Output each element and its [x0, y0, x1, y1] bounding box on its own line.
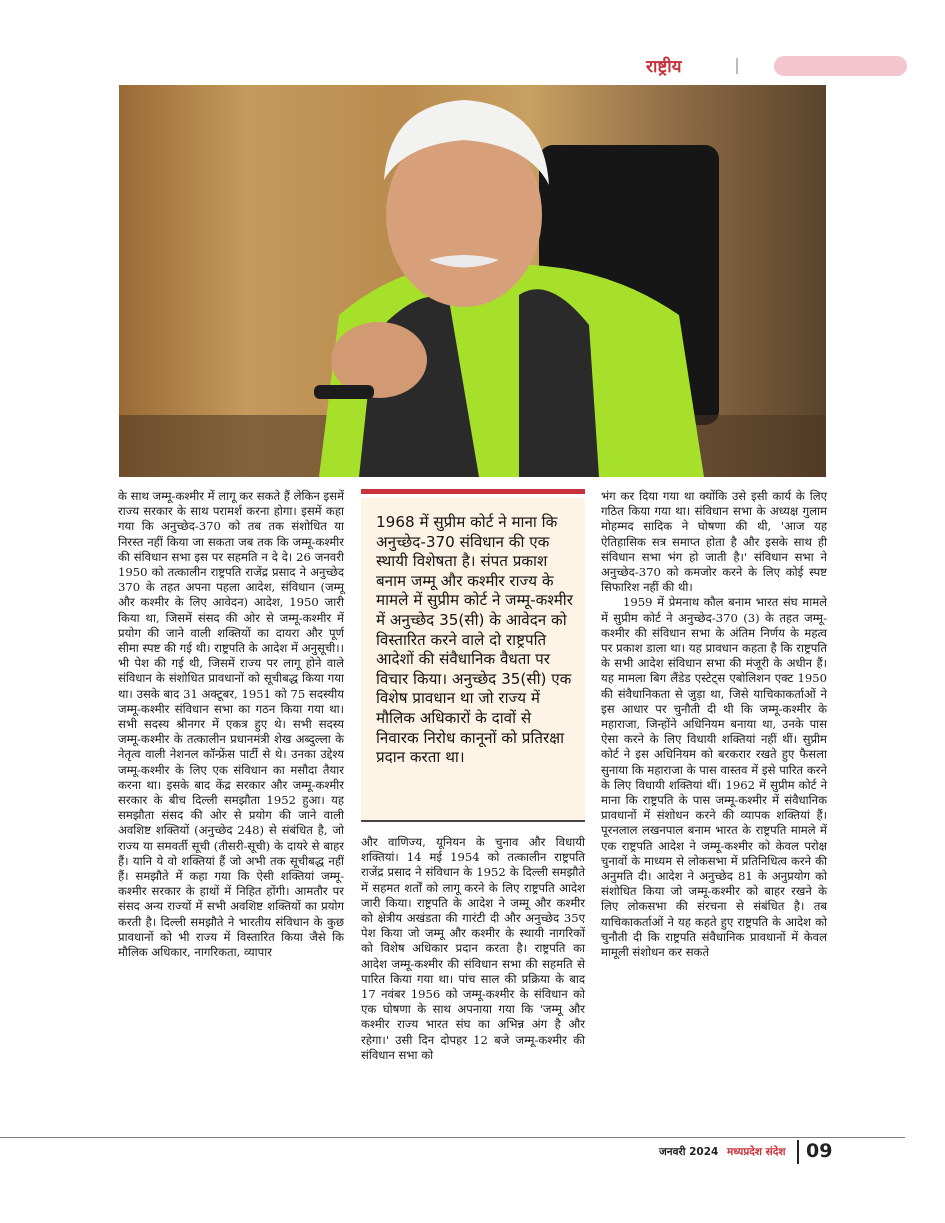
- pull-quote-top-bar: [361, 489, 585, 494]
- article-column-1: [118, 489, 344, 960]
- pull-quote-text: 1968 में सुप्रीम कोर्ट ने माना कि अनुच्छेद-370 संविधान की एक स्थायी विशेषता है। संपत प्रकाश बनाम जम्मू और कश्मीर राज्य के मामले में सुप्रीम कोर्ट ने जम्मू-कश्मीर में अनुच्छेद 35(सी) के आवेदन को विस्तारित करने वाले दो राष्ट्रपति आदेशों की संवैधानिक वैधता पर विचार किया। अनुच्छेद 35(सी) एक विशेष प्रावधान था जो राज्य में मौलिक अधिकारों के दावों से निवारक निरोध कानूनों को प्रतिरक्षा प्रदान करता था।: [376, 513, 573, 767]
- footer-separator: [797, 1140, 799, 1164]
- paragraph: भंग कर दिया गया था क्योंकि उसे इसी कार्य के लिए गठित किया गया था। संविधान सभा के अध्यक्ष गुलाम मोहम्मद सादिक ने घोषणा की थी, 'आज यह ऐतिहासिक सत्र समाप्त होता है और इसके साथ ही संविधान सभा भंग हो जाती है।' संविधान सभा ने अनुच्छेद-370 को कमजोर करने के लिए कोई स्पष्ट सिफारिश नहीं की थी।: [601, 489, 827, 595]
- article-photo: [119, 85, 826, 477]
- footer-rule: [0, 1137, 905, 1138]
- header-pill-decoration: [774, 56, 907, 76]
- footer-brand-logo: मध्यप्रदेश संदेश: [727, 1146, 786, 1158]
- footer-date: जनवरी 2024: [659, 1146, 719, 1158]
- article-column-3: [601, 489, 827, 960]
- section-title: राष्ट्रीय: [646, 57, 682, 77]
- page-number: 09: [806, 1140, 833, 1162]
- header-divider: [736, 58, 738, 74]
- paragraph: और वाणिज्य, यूनियन के चुनाव और विधायी शक्तियां। 14 मई 1954 को तत्कालीन राष्ट्रपति राजेंद्र प्रसाद ने संविधान के 1952 के दिल्ली समझौते में सहमत शर्तों को लागू करने के लिए राष्ट्रपति आदेश जारी किया। राष्ट्रपति के आदेश ने जम्मू और कश्मीर को क्षेत्रीय अखंडता की गारंटी दी और अनुच्छेद 35ए पेश किया जो जम्मू और कश्मीर के स्थायी नागरिकों को विशेष अधिकार प्रदान करता है। राष्ट्रपति का आदेश जम्मू-कश्मीर की संविधान सभा की सहमति से पारित किया गया था। पांच साल की प्रक्रिया के बाद 17 नवंबर 1956 को जम्मू-कश्मीर के संविधान को एक घोषणा के साथ अपनाया गया कि 'जम्मू और कश्मीर राज्य भारत संघ का अभिन्न अंग है और रहेगा।' उसी दिन दोपहर 12 बजे जम्मू-कश्मीर की संविधान सभा को: [361, 835, 585, 1062]
- article-column-2: [361, 835, 585, 1063]
- paragraph: 1959 में प्रेमनाथ कौल बनाम भारत संघ मामले में सुप्रीम कोर्ट ने अनुच्छेद-370 (3) के तहत जम्मू-कश्मीर की संविधान सभा के अंतिम निर्णय के महत्व पर प्रकाश डाला था। यह प्रावधान कहता है कि राष्ट्रपति के सभी आदेश संविधान सभा की मंजूरी के अधीन हैं। यह मामला बिग लैंडेड एस्टेट्स एबोलिशन एक्ट 1950 की संवैधानिकता से जुड़ा था, जिसे याचिकाकर्ताओं ने इस आधार पर चुनौती दी थी कि जम्मू-कश्मीर के महाराजा, जिन्होंने अधिनियम बनाया था, उनके पास ऐसा करने के लिए विधायी शक्तियां नहीं थीं। सुप्रीम कोर्ट ने इस अधिनियम को बरकरार रखते हुए फैसला सुनाया कि महाराजा के पास वास्तव में इसे पारित करने के लिए विधायी शक्तियां थीं। 1962 में सुप्रीम कोर्ट ने माना कि राष्ट्रपति के पास जम्मू-कश्मीर में संवैधानिक प्रावधानों में संशोधन करने की व्यापक शक्तियां हैं। पूरनलाल लखनपाल बनाम भारत के राष्ट्रपति मामले में एक राष्ट्रपति आदेश ने जम्मू-कश्मीर को केवल परोक्ष चुनावों के माध्यम से लोकसभा में प्रतिनिधित्व करने की अनुमति दी। आदेश ने अनुच्छेद 81 के अनुप्रयोग को संशोधित किया जो जम्मू-कश्मीर को बाहर रखने के लिए लोकसभा की संरचना से संबंधित है। तब याचिकाकर्ताओं ने यह कहते हुए राष्ट्रपति के आदेश को चुनौती दी कि राष्ट्रपति संवैधानिक प्रावधानों में केवल मामूली संशोधन कर सकते: [601, 595, 827, 960]
- paragraph: के साथ जम्मू-कश्मीर में लागू कर सकते हैं लेकिन इसमें राज्य सरकार के साथ परामर्श करना होगा। इसमें कहा गया कि अनुच्छेद-370 को तब तक संशोधित या निरस्त नहीं किया जा सकता जब तक कि जम्मू-कश्मीर की संविधान सभा इस पर सहमति न दे दे। 26 जनवरी 1950 को तत्कालीन राष्ट्रपति राजेंद्र प्रसाद ने अनुच्छेद 370 के तहत अपना पहला आदेश, संविधान (जम्मू और कश्मीर के लिए आवेदन) आदेश, 1950 जारी किया था, जिसमें संसद की ओर से जम्मू-कश्मीर में प्रयोग की जाने वाली शक्तियों का दायरा और पूर्ण सीमा स्पष्ट की गई थी। राष्ट्रपति के आदेश में अनुसूची।। भी पेश की गई थी, जिसमें राज्य पर लागू होने वाले संविधान के संशोधित प्रावधानों को सूचीबद्ध किया गया था। उसके बाद 31 अक्टूबर, 1951 को 75 सदस्यीय जम्मू-कश्मीर संविधान सभा का गठन किया गया था। सभी सदस्य श्रीनगर में एकत्र हुए थे। सभी सदस्य जम्मू-कश्मीर के तत्कालीन प्रधानमंत्री शेख अब्दुल्ला के नेतृत्व वाली नेशनल कॉन्फ्रेंस पार्टी से थे। उनका उद्देश्य जम्मू-कश्मीर के लिए एक संविधान का मसौदा तैयार करना था। इसके बाद केंद्र सरकार और जम्मू-कश्मीर सरकार के बीच दिल्ली समझौता 1952 हुआ। यह समझौता संसद की ओर से प्रयोग की जाने वाली अवशिष्ट शक्तियों (अनुच्छेद 248) से संबंधित है, जो राज्य या समवर्ती सूची (तीसरी-सूची) के दायरे से बाहर हैं। यानि ये वो शक्तियां हैं जो अभी तक सूचीबद्ध नहीं हैं। समझौते में कहा गया कि ऐसी शक्तियां जम्मू-कश्मीर सरकार के हाथों में निहित होंगी। आमतौर पर संसद अन्य राज्यों में सभी अवशिष्ट शक्तियों का प्रयोग करती है। दिल्ली समझौते ने भारतीय संविधान के कुछ प्रावधानों को भी राज्य में विस्तारित किया जैसे कि मौलिक अधिकार, नागरिकता, व्यापार: [118, 489, 344, 960]
- photo-illustration: [119, 85, 826, 477]
